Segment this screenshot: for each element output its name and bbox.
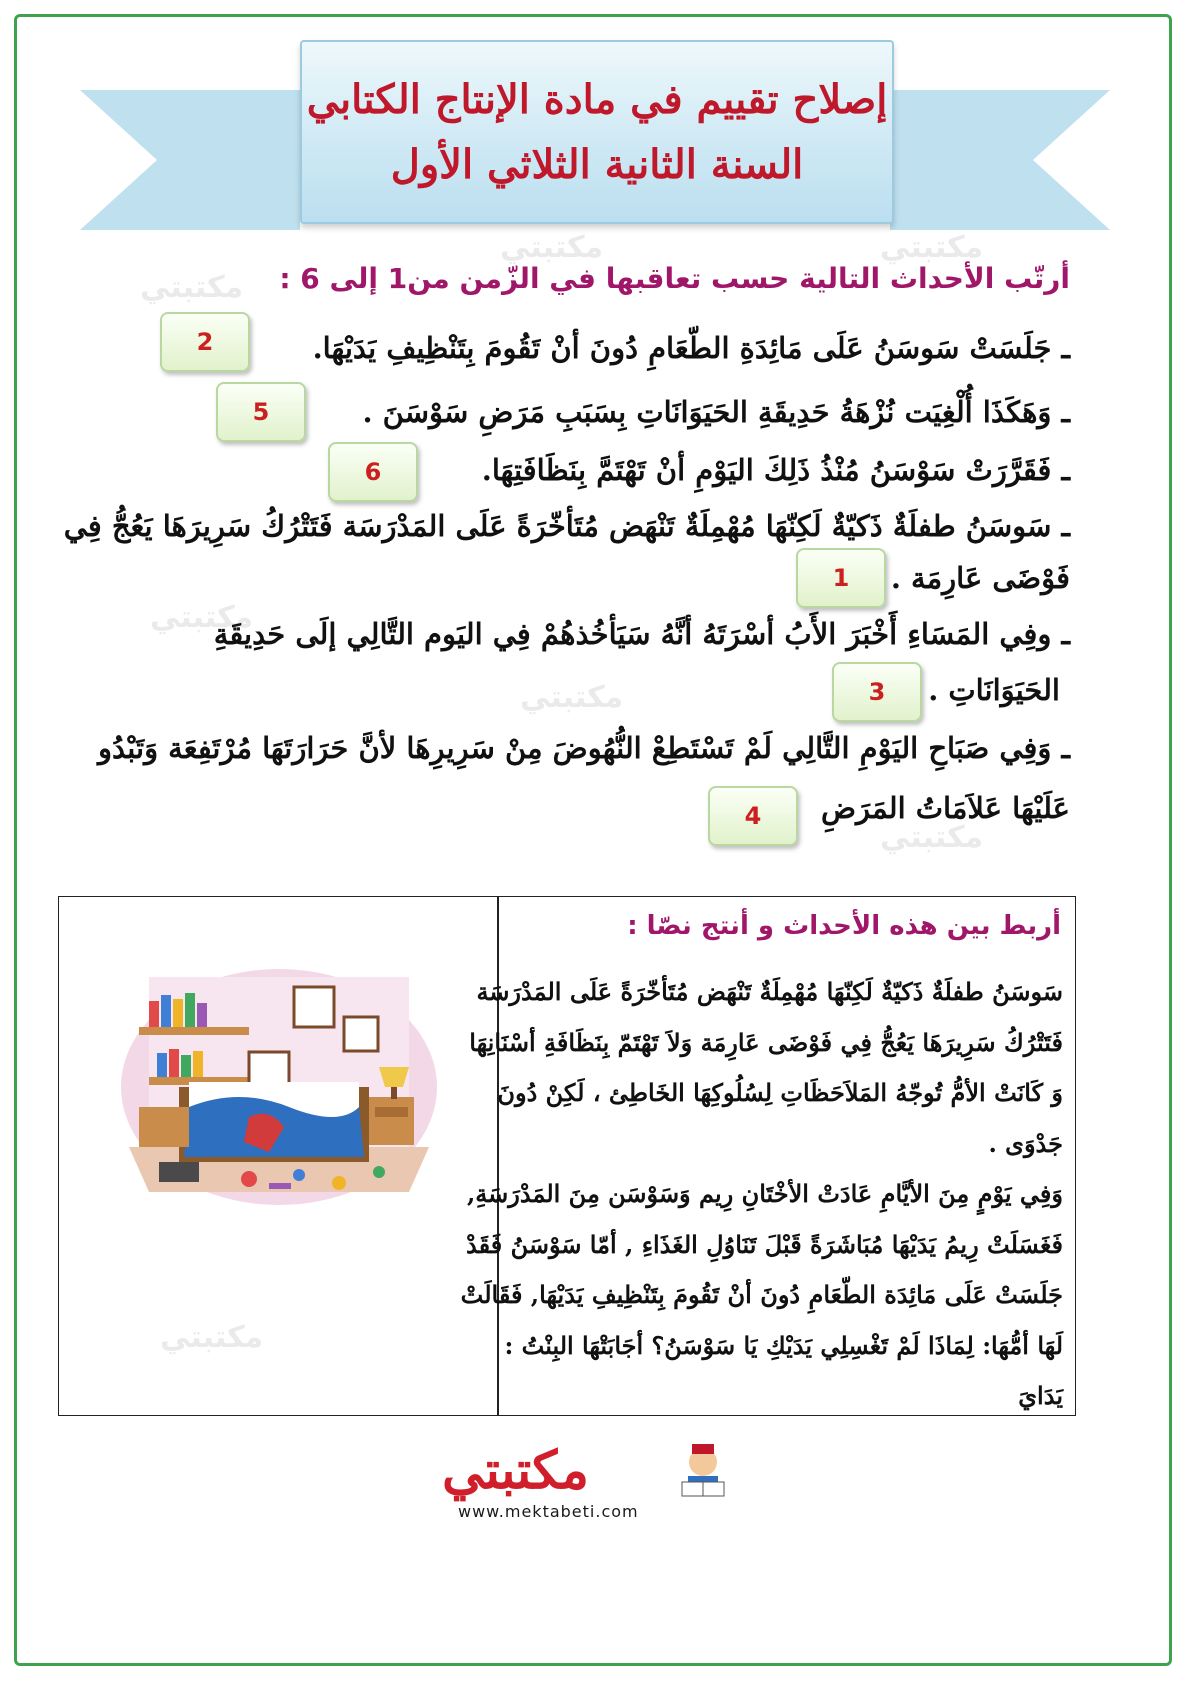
event-line-continued: عَلَيْهَا عَلاَمَاتُ المَرَضِ (820, 791, 1070, 825)
title-banner (80, 30, 1110, 240)
watermark: مكتبتي (520, 680, 624, 715)
footer-logo[interactable] (430, 1440, 760, 1530)
question2-title: أربط بين هذه الأحداث و أنتج نصّا : (627, 911, 1061, 941)
event-line: ـ سَوسَنُ طفلَةٌ ذَكيّةٌ لَكِنّهَا مُهْمِلَةٌ تَنْهَض مُتَأخّرَةً عَلَى المَدْرَسَة فَتَتْرُكُ سَرِيرَهَا يَعُجُّ فِي (63, 509, 1070, 543)
order-number-box: 6 (328, 442, 418, 502)
event-line: ـ جَلَسَتْ سَوسَنُ عَلَى مَائِدَةِ الطّعَامِ دُونَ أنْ تَقُومَ بِتَنْظِيفِ يَدَيْهَا. (312, 331, 1070, 365)
event-line-continued: فَوْضَى عَارِمَة . (890, 561, 1070, 595)
messy-bedroom-illustration (119, 957, 439, 1207)
logo-text: مكتبتي (442, 1440, 589, 1501)
question1-title: أرتّب الأحداث التالية حسب تعاقبها في الزّمن من1 إلى 6 : (279, 262, 1070, 295)
watermark: مكتبتي (160, 1320, 264, 1355)
event-line: ـ وفِي المَسَاءِ أَخْبَرَ الأَبُ أسْرَتَهُ أنَّهُ سَيَأخُذهُمْ فِي اليَوم التَّالِي إلَى حَدِيقَةِ (213, 617, 1070, 651)
banner-ribbon-left (80, 90, 300, 230)
banner-panel (300, 40, 894, 224)
essay-paragraph: وَفِي يَوْمٍ مِنَ الأيَّامِ عَادَتْ الأخْتَانِ رِيم وَسَوْسَن مِنَ المَدْرَسَةِ, فَغَسَلَتْ رِيمُ يَدَيْهَا مُبَاشَرَةً قَبْلَ تَنَاوُلِ الغَذَاءِ , أمّا سَوْسَنُ فَقَدْ جَلَسَتْ عَلَى مَائِدَة الطّعَامِ دُونَ أنْ تَقُومَ بِتَنْظِيفِ يَدَيْهَا, فَقَالَتْ لَهَا أمُّهَا: لِمَاذَا لَمْ تَغْسِلِي يَدَيْكِ يَا سَوْسَنُ؟ أجَابَتْهَا البِنْتُ : يَدَايَ (460, 1179, 1063, 1410)
boy-reading-book-icon (668, 1440, 738, 1510)
banner-title-line1: إصلاح تقييم في مادة الإنتاج الكتابي (306, 76, 888, 123)
order-number-box: 3 (832, 662, 922, 722)
event-line: ـ وَهَكَذَا أُلْغِيَت نُزْهَةُ حَدِيقَةِ الحَيَوَانَاتِ بِسَبَبِ مَرَضِ سَوْسَنَ . (362, 395, 1070, 429)
banner-title-line2: السنة الثانية الثلاثي الأول (390, 141, 804, 188)
watermark: مكتبتي (500, 230, 604, 265)
watermark: مكتبتي (140, 270, 244, 305)
event-line: ـ فَقَرَّرَتْ سَوْسَنُ مُنْذُ ذَلِكَ اليَوْمِ أنْ تَهْتَمَّ بِنَظَافَتِهَا. (481, 453, 1070, 487)
logo-url[interactable]: www.mektabeti.com (458, 1502, 639, 1521)
event-line-continued: الحَيَوَانَاتِ . (928, 673, 1060, 707)
essay-paragraph: سَوسَنُ طفلَةٌ ذَكيّةٌ لَكِنّهَا مُهْمِلَةٌ تَنْهَض مُتَأخّرَةً عَلَى المَدْرَسَة فَتَتْرُكُ سَرِيرَهَا يَعُجُّ فِي فَوْضَى عَارِمَة وَلاَ تَهْتَمّ بِنَظَافَةِ أسْنَانِهَا وَ كَانَتْ الأمُّ تُوجّهُ المَلاَحَظَاتِ لِسُلُوكِهَا الخَاطِئ ، لَكِنْ دُونَ جَدْوَى . (469, 977, 1063, 1158)
banner-ribbon-right (890, 90, 1110, 230)
order-number-box: 5 (216, 382, 306, 442)
watermark: مكتبتي (880, 230, 984, 265)
order-number-box: 1 (796, 548, 886, 608)
order-number-box: 4 (708, 786, 798, 846)
watermark: مكتبتي (880, 820, 984, 855)
event-line: ـ وَفِي صَبَاحِ اليَوْمِ التَّالِي لَمْ تَسْتَطِعْ النُّهُوضَ مِنْ سَرِيرِهَا لأنَّ حَرَارَتَهَا مُرْتَفِعَة وَتَبْدُو (98, 731, 1070, 765)
order-number-box: 2 (160, 312, 250, 372)
essay-text (459, 967, 1063, 1422)
watermark: مكتبتي (150, 600, 254, 635)
answer-table (58, 896, 1076, 1416)
